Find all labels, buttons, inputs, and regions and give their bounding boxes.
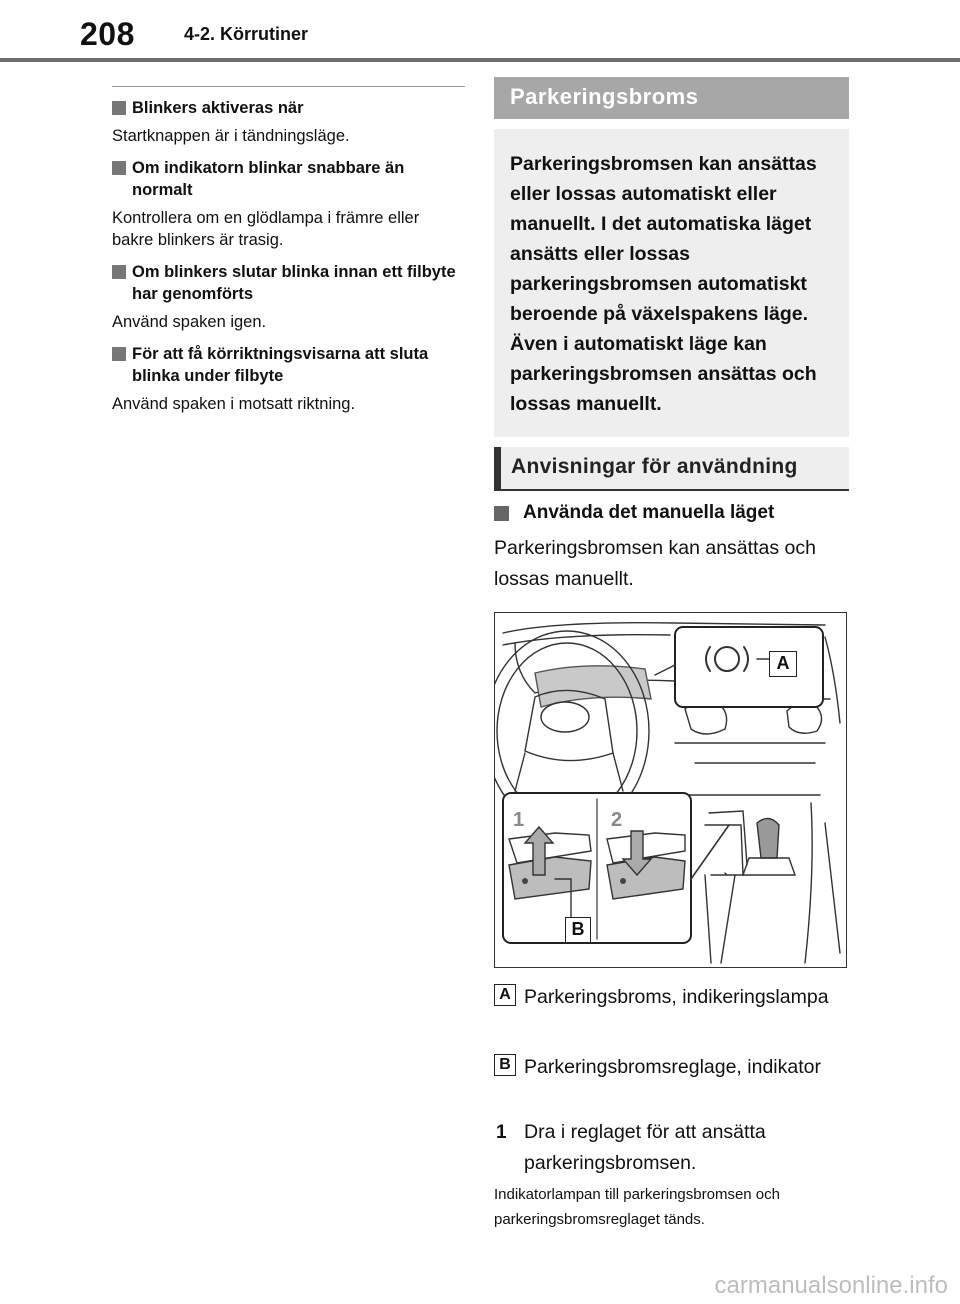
paragraph: Startknappen är i tändningsläge. <box>112 127 350 145</box>
summary-box: Parkeringsbromsen kan ansättas eller lossas automatiskt eller manuellt. I det automatiska läget ansätts eller lossas parkeringsbromsen automatiskt beroende på växelspakens läge. Även i automatiskt läge kan parkeringsbromsen ansättas och lossas manuellt. <box>494 129 849 437</box>
parking-brake-illustration <box>494 612 847 968</box>
subheading-text: Använda det manuella läget <box>523 502 775 523</box>
callout-a <box>494 982 849 1013</box>
square-bullet-icon <box>494 506 509 521</box>
callout-b <box>494 1052 849 1083</box>
watermark: carmanualsonline.info <box>714 1272 948 1299</box>
square-bullet-icon <box>112 347 126 361</box>
illustration-label-a: A <box>769 651 797 677</box>
callout-text: Parkeringsbroms, indikeringslampa <box>524 986 829 1008</box>
instructions-banner: Anvisningar för användning <box>494 447 849 489</box>
left-column <box>112 86 465 415</box>
paragraph: Parkeringsbromsen kan ansättas och lossas manuellt. <box>494 537 816 590</box>
callout-text: Parkeringsbromsreglage, indikator <box>524 1056 821 1078</box>
paragraph: Använd spaken i motsatt riktning. <box>112 395 356 413</box>
subheading <box>112 343 465 387</box>
step-number: 1 <box>496 1122 507 1143</box>
callout-text: Dra i reglaget för att ansätta parkeringsbromsen. <box>524 1121 766 1174</box>
square-bullet-icon <box>112 265 126 279</box>
subheading <box>112 157 465 201</box>
illustration-step-1: 1 <box>513 809 525 831</box>
subheading-text: Om indikatorn blinkar snabbare än normalt <box>132 159 405 199</box>
illustration-label-b: B <box>565 917 591 943</box>
subheading <box>112 261 465 305</box>
square-bullet-icon <box>112 101 126 115</box>
subheading <box>494 501 774 525</box>
illustration-step-2: 2 <box>611 809 623 831</box>
header-rule <box>0 58 960 62</box>
section-title: 4-2. Körrutiner <box>184 24 309 44</box>
paragraph: Kontrollera om en glödlampa i främre eller bakre blinkers är trasig. <box>112 209 420 249</box>
callout-step-1 <box>494 1117 849 1179</box>
callout-tag: A <box>494 984 516 1006</box>
banner-rule <box>494 489 849 491</box>
note-text: Indikatorlampan till parkeringsbromsen och parkeringsbromsreglaget tänds. <box>494 1186 780 1228</box>
callout-tag: B <box>494 1054 516 1076</box>
square-bullet-icon <box>112 161 126 175</box>
subheading <box>112 97 465 119</box>
page-number: 208 <box>80 16 135 52</box>
column-rule <box>112 86 465 87</box>
right-column <box>494 77 849 1228</box>
section-banner: Parkeringsbroms <box>494 77 849 119</box>
subheading-text: Om blinkers slutar blinka innan ett filbyte har genomförts <box>132 263 456 303</box>
paragraph: Använd spaken igen. <box>112 313 267 331</box>
subheading-text: Blinkers aktiveras när <box>132 99 304 117</box>
subheading-text: För att få körriktningsvisarna att sluta blinka under filbyte <box>132 345 429 385</box>
